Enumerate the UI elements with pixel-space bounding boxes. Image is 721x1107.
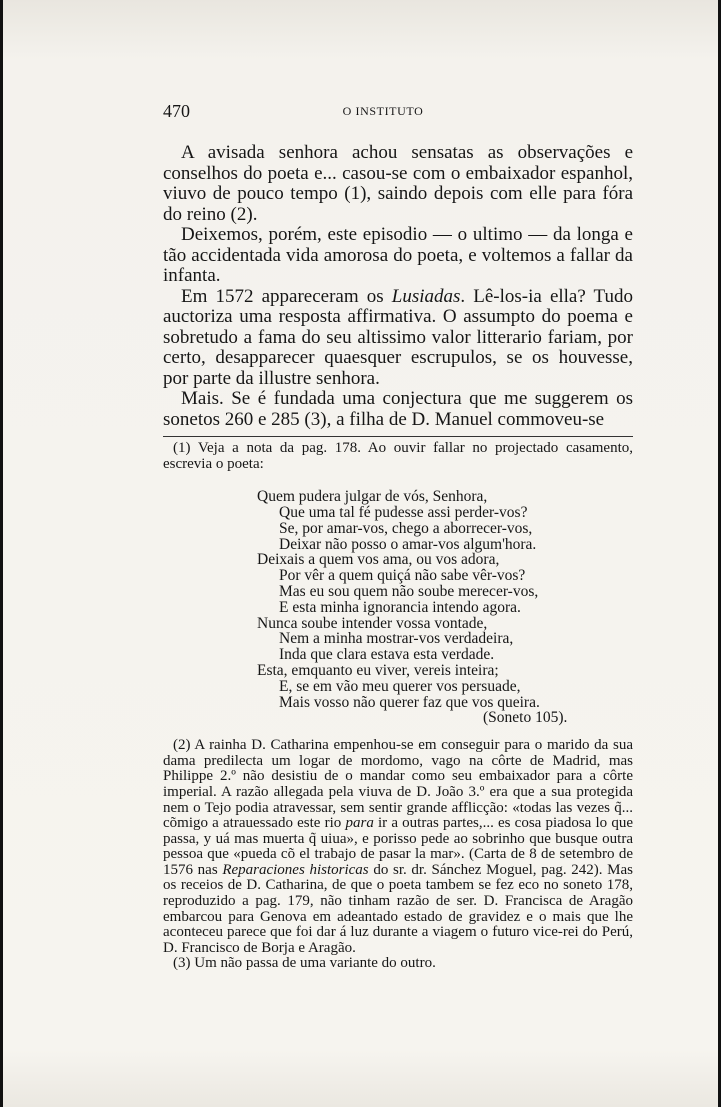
paragraph-2: Deixemos, porém, este episodio — o ultimo — da longa e tão accidentada vida amorosa do poeta, e voltemos a fallar da infanta. <box>163 224 633 286</box>
reparaciones-title: Reparaciones historicas <box>222 861 369 878</box>
poem-line: Esta, emquanto eu viver, vereis inteira; <box>257 661 499 679</box>
poem-line: Nem a minha mostrar-vos verdadeira, <box>279 630 514 648</box>
poem-line: Quem pudera julgar de vós, Senhora, <box>257 488 488 506</box>
running-title: O INSTITUTO <box>342 104 424 118</box>
footnote-2 <box>163 738 633 956</box>
footnote-2-part-a: (2) A rainha D. Catharina empenhou-se em conseguir para o marido da sua dama predilecta um logar de mordomo, vago na côrte de Madrid, mas Philippe 2.º não desistiu de o mandar como seu embaixador para a côrte imperial. A razão allegada pela viuva de D. João 3.º era que a sua protegida nem o Tejo podia atravessar, sem sentir grande afflicção: «todas las vezes q̃... cõmigo a atrauessado este rio <box>163 737 633 832</box>
footnotes <box>163 441 633 972</box>
poem-line: Mais vosso não querer faz que vos queira. <box>279 693 540 711</box>
sonnet <box>257 489 633 726</box>
footnote-2-part-c: do sr. dr. Sánchez Moguel, pag. 242). Mas os receios de D. Catharina, de que o poeta tambem se fez eco no soneto 178, reproduzido a pag. 179, não tinham razão de ser. D. Francisca de Aragão embarcou para Genova em adeantado estado de gravidez e o mais que lhe aconteceu parece que foi dar á luz durante a viagem o futuro vice-rei do Perú, D. Francisco de Borja e Aragão. <box>163 861 634 956</box>
poem-source: (Soneto 105). <box>483 709 568 727</box>
footnote-rule <box>163 436 633 437</box>
scan-edge-left <box>0 0 3 1107</box>
poem-line: Que uma tal fé pudesse assi perder-vos? <box>279 503 528 521</box>
poem-line: E esta minha ignorancia intendo agora. <box>279 598 521 616</box>
poem-line: Se, por amar-vos, chego a aborrecer-vos, <box>279 519 533 537</box>
footnote-1: (1) Veja a nota da pag. 178. Ao ouvir fallar no projectado casamento, escrevia o poeta: <box>163 440 633 472</box>
paragraph-3-start: Em 1572 appareceram os <box>181 285 392 307</box>
poem-line: Inda que clara estava esta verdade. <box>279 646 495 664</box>
footnote-3: (3) Um não passa de uma variante do outro. <box>173 955 436 972</box>
page-number: 470 <box>163 101 190 121</box>
poem-line: Deixais a quem vos ama, ou vos adora, <box>257 551 500 569</box>
paragraph-4: Mais. Se é fundada uma conjectura que me suggerem os sonetos 260 e 285 (3), a filha de D. Manuel commoveu-se <box>163 388 633 430</box>
footnote-2-para: para <box>345 815 374 832</box>
paragraph-3 <box>163 287 633 390</box>
poem-line: Por vêr a quem quiçá não sabe vêr-vos? <box>279 567 526 585</box>
main-text <box>163 143 633 430</box>
poem-line: Mas eu sou quem não soube merecer-vos, <box>279 582 539 600</box>
footnote-2-part-b: ir a outras partes,... es cosa piadosa lo que passa, y uá mas muerta q̃ uiua», e porisso pede ao sobrinho que busque outra pessoa que «pueda cõ el trabajo de pasar la mar». (Carta de 8 de setembro de 1576 nas <box>163 815 633 878</box>
paragraph-3-end: . Lê-los-ia ella? Tudo auctoriza uma resposta affirmativa. O assumpto do poema e sobretudo a fama do seu altissimo valor litterario fariam, por certo, desapparecer quaesquer escrupulos, se os houvesse, por parte da illustre senhora. <box>163 285 633 389</box>
paragraph-1: A avisada senhora achou sensatas as observações e conselhos do poeta e... casou-se com o embaixador espanhol, viuvo de pouco tempo (1), saindo depois com elle para fóra do reino (2). <box>163 142 633 225</box>
poem-line: Nunca soube intender vossa vontade, <box>257 614 488 632</box>
lusiadas-title: Lusiadas <box>391 285 461 307</box>
page-header <box>163 101 633 125</box>
poem-line: E, se em vão meu querer vos persuade, <box>279 677 521 695</box>
poem-line: Deixar não posso o amar-vos algum'hora. <box>279 535 537 553</box>
